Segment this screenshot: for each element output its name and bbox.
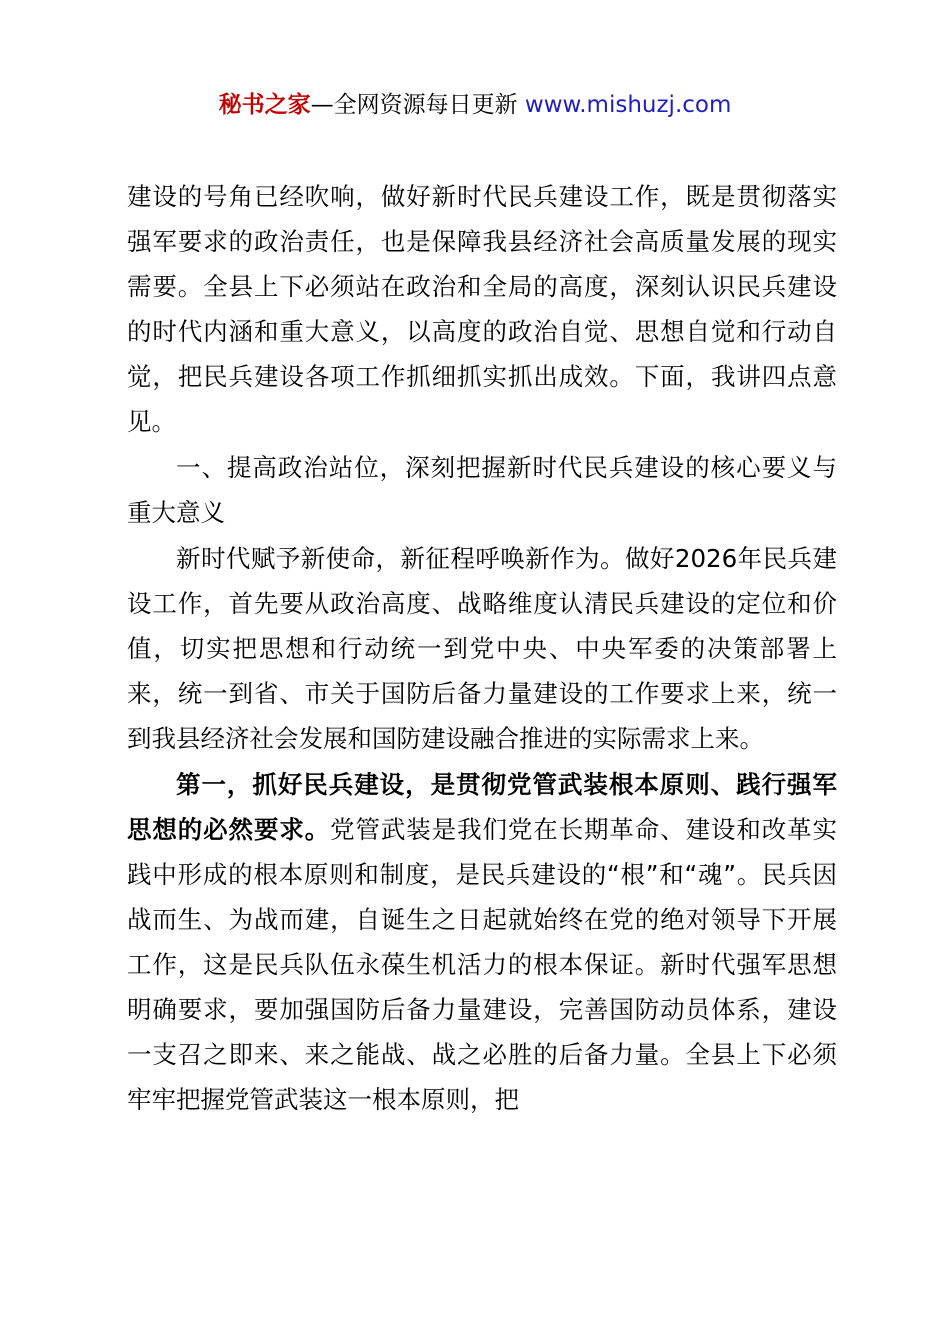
- point-1-text: 党管武装是我们党在长期革命、建设和改革实践中形成的根本原则和制度，是民兵建设的“根”和“魂”。民兵因战而生、为战而建，自诞生之日起就始终在党的绝对领导下开展工作，这是民兵队伍永葆生机活力的根本保证。新时代强军思想明确要求，要加强国防后备力量建设，完善国防动员体系，建设一支召之即来、来之能战、战之必胜的后备力量。全县上下必须牢牢把握党管武装这一根本原则，把: [127, 815, 838, 1114]
- section-heading-1: 一、提高政治站位，深刻把握新时代民兵建设的核心要义与重大意义: [127, 453, 837, 527]
- paragraph-intro: 建设的号角已经吹响，做好新时代民兵建设工作，既是贯彻落实强军要求的政治责任，也是保障我县经济社会高质量发展的现实需要。全县上下必须站在政治和全局的高度，深刻认识民兵建设的时代内涵和重大意义，以高度的政治自觉、思想自觉和行动自觉，把民兵建设各项工作抓细抓实抓出成效。下面，我讲四点意见。: [127, 182, 837, 436]
- paragraph-point-1: [127, 762, 837, 1122]
- site-url-link[interactable]: www.mishuzj.com: [524, 92, 732, 118]
- brand-name: 秘书之家: [218, 92, 311, 118]
- header-slogan: —全网资源每日更新: [310, 92, 525, 118]
- point-1-lead: 第一，抓好民兵建设，是贯彻党管武装根本原则、践行强军思想的必然要求。: [127, 770, 837, 844]
- document-body: [127, 174, 837, 1122]
- page-header: [0, 88, 950, 122]
- paragraph-section-1: 新时代赋予新使命，新征程呼唤新作为。做好2026年民兵建设工作，首先要从政治高度、战略维度认清民兵建设的定位和价值，切实把思想和行动统一到党中央、中央军委的决策部署上来，统一到省、市关于国防后备力量建设的工作要求上来，统一到我县经济社会发展和国防建设融合推进的实际需求上来。: [127, 544, 837, 753]
